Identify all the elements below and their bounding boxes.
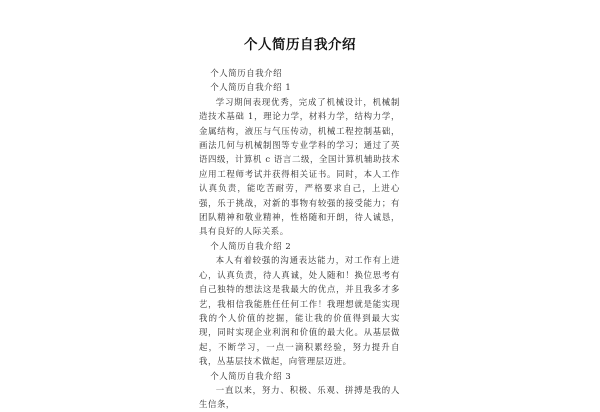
page-title: 个人简历自我介绍 [244,37,356,53]
section-heading: 个人简历自我介绍 3 [210,370,292,381]
body-paragraph: 本人有着较强的沟通表达能力，对工作有上进心，认真负责，待人真诚，处人随和！换位思考有自己独特的想法这是我最大的优点，并且我多才多艺，我相信我能胜任任何工作！我理想就是能实现我的个人价值的挖掘，能让我的价值得到最大实现，同时实现企业利润和价值的最大化。从基层做起，不断学习，一点一滴积累经验，努力提升自我，丛基层技术做起，向管理层迈进。 [199,255,400,367]
document-body [199,66,400,412]
body-paragraph: 一直以来，努力、积极、乐观、拼搏是我的人生信条， [199,384,400,410]
section-heading: 个人简历自我介绍 2 [210,240,292,251]
body-paragraph: 学习期间表现优秀，完成了机械设计，机械制造技术基础 1，理论力学，材料力学，结构力学，金属结构，液压与气压传动，机械工程控制基础，画法几何与机械制图等专业学科的学习；通过了英语四级，计算机 c 语言二级，全国计算机辅助技术应用工程师考试并获得相关证书。同时，本人工作认真负责，能吃苦耐劳，严格要求自己，上进心强，乐于挑战，对新的事物有较强的接受能力；有团队精神和敬业精神，性格随和开朗，待人诚恳，具有良好的人际关系。 [199,96,400,237]
section-heading: 个人简历自我介绍 1 [210,82,292,93]
section-heading: 个人简历自我介绍 [210,68,283,78]
